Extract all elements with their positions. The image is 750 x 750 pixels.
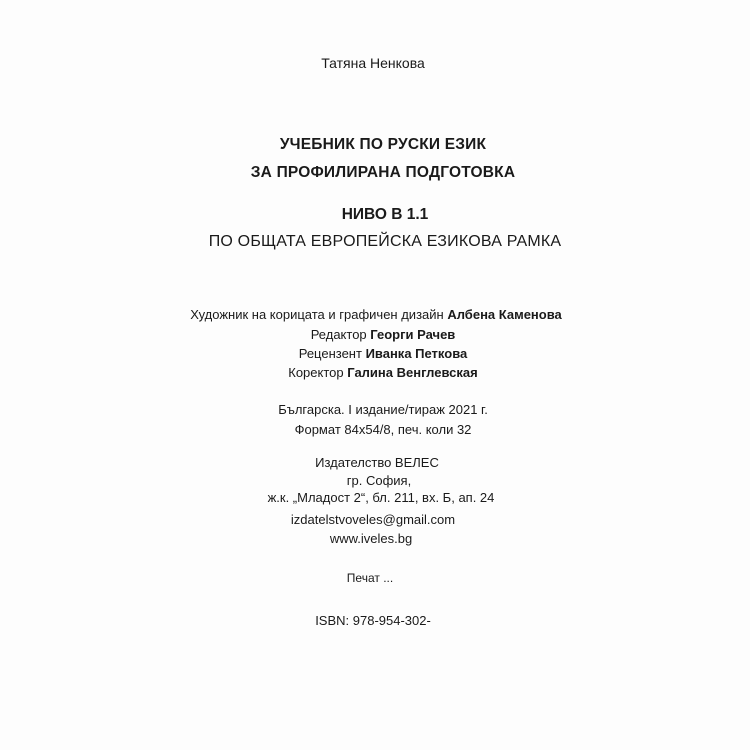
isbn-line: ISBN: 978-954-302- — [315, 613, 431, 628]
publisher-email: izdatelstvoveles@gmail.com — [290, 512, 456, 527]
credit-proofreader — [8, 366, 750, 379]
book-framework: ПО ОБЩАТА ЕВРОПЕЙСКА ЕЗИКОВА РАМКА — [208, 233, 562, 250]
credit-reviewer — [8, 347, 750, 360]
credit-person: Георги Рачев — [370, 327, 456, 342]
credit-role: Редактор — [310, 327, 367, 342]
credit-role: Художник на корицата и графичен дизайн — [190, 307, 444, 322]
credit-role: Коректор — [288, 365, 344, 380]
book-level: НИВО В 1.1 — [341, 206, 429, 223]
print-line: Печат ... — [346, 571, 394, 585]
credit-person: Албена Каменова — [447, 307, 562, 322]
format-line: Формат 84х54/8, печ. коли 32 — [294, 422, 472, 437]
credit-editor — [8, 328, 750, 341]
publisher-address: ж.к. „Младост 2“, бл. 211, вх. Б, ап. 24 — [267, 490, 495, 505]
book-title-line-2: ЗА ПРОФИЛИРАНА ПОДГОТОВКА — [250, 164, 516, 181]
publisher-name: Издателство ВЕЛЕС — [315, 455, 439, 470]
publisher-website: www.iveles.bg — [329, 531, 413, 546]
book-title-line-1: УЧЕБНИК ПО РУСКИ ЕЗИК — [279, 136, 487, 153]
edition-line: Българска. I издание/тираж 2021 г. — [278, 402, 488, 417]
credit-person: Галина Венглевская — [347, 365, 478, 380]
publisher-city: гр. София, — [346, 473, 412, 488]
credit-role: Рецензент — [298, 346, 362, 361]
credit-designer — [1, 308, 750, 321]
author-name: Татяна Ненкова — [321, 55, 425, 71]
credit-person: Иванка Петкова — [365, 346, 468, 361]
